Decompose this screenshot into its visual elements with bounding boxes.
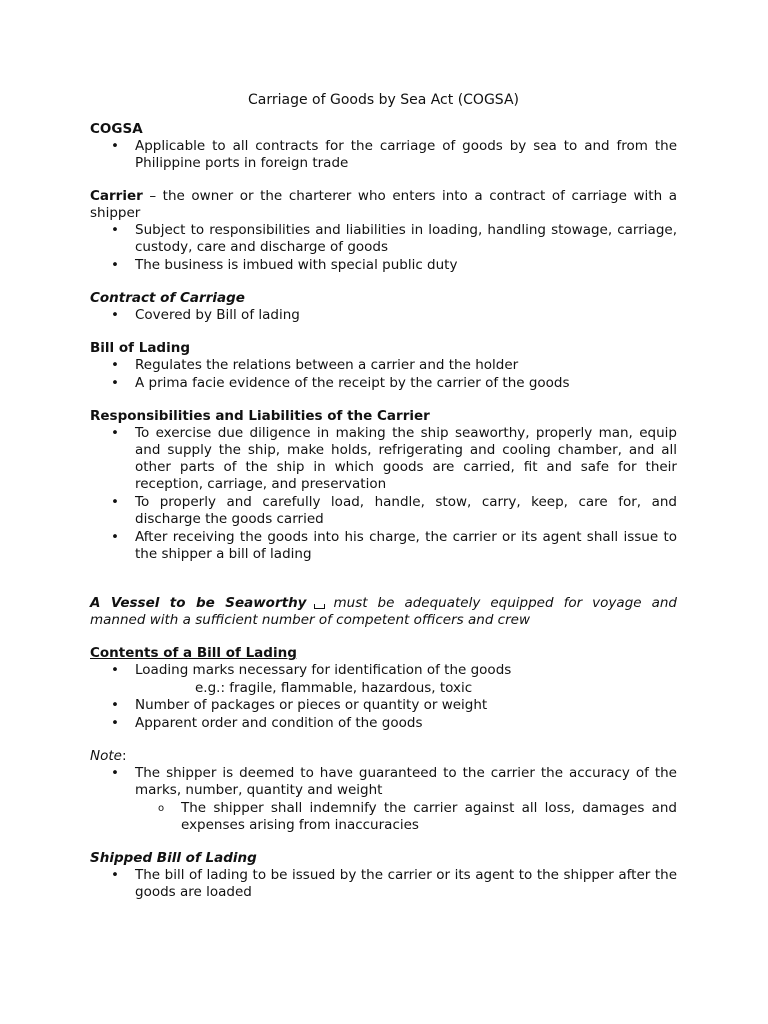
- section-contract: [90, 290, 677, 324]
- placeholder-box-icon: [314, 604, 325, 609]
- vessel-definition: A Vessel to be Seaworthy must be adequately equipped for voyage and manned with a sufficient number of competent officers and crew: [90, 595, 677, 628]
- bullet-icon: •: [111, 662, 119, 678]
- list-item: • The shipper is deemed to have guaranteed to the carrier the accuracy of the marks, number, quantity and weight: [111, 765, 677, 798]
- example-line: e.g.: fragile, flammable, hazardous, toxic: [195, 680, 473, 696]
- list-item: • To properly and carefully load, handle, stow, carry, keep, care for, and discharge the goods carried: [111, 494, 677, 527]
- document-page: [90, 92, 677, 917]
- vessel-term: A Vessel to be Seaworthy: [90, 595, 307, 611]
- list-item: • Apparent order and condition of the goods: [111, 715, 423, 731]
- heading-contents: Contents of a Bill of Lading: [90, 645, 297, 661]
- list-item: • The bill of lading to be issued by the carrier or its agent to the shipper after the goods are loaded: [111, 867, 677, 900]
- bullet-icon: •: [111, 307, 119, 323]
- section-responsibilities: [90, 408, 677, 563]
- bullet-icon: •: [111, 765, 119, 781]
- section-bill: [90, 340, 677, 392]
- section-vessel: [90, 595, 677, 629]
- heading-shipped: Shipped Bill of Lading: [90, 850, 257, 866]
- bullet-icon: •: [111, 222, 119, 238]
- bullet-icon: •: [111, 867, 119, 883]
- list-item: • Regulates the relations between a carrier and the holder: [111, 357, 519, 373]
- carrier-definition: Carrier – the owner or the charterer who enters into a contract of carriage with a shipper: [90, 188, 677, 221]
- heading-cogsa: COGSA: [90, 121, 143, 137]
- section-cogsa: [90, 121, 677, 172]
- list-item: • Loading marks necessary for identification of the goods: [111, 662, 512, 678]
- heading-responsibilities: Responsibilities and Liabilities of the Carrier: [90, 408, 430, 424]
- list-item: • After receiving the goods into his charge, the carrier or its agent shall issue to the shipper a bill of lading: [111, 529, 677, 562]
- circle-bullet-icon: o: [158, 803, 165, 814]
- bullet-icon: •: [111, 697, 119, 713]
- section-carrier: [90, 188, 677, 274]
- bullet-icon: •: [111, 425, 119, 441]
- list-item: • Covered by Bill of lading: [111, 307, 300, 323]
- bullet-icon: •: [111, 494, 119, 510]
- bullet-icon: •: [111, 375, 119, 391]
- section-shipped: [90, 850, 677, 901]
- list-item: • The business is imbued with special public duty: [111, 257, 458, 273]
- carrier-term: Carrier: [90, 188, 143, 204]
- section-contents: [90, 645, 677, 732]
- bullet-icon: •: [111, 138, 119, 154]
- list-item: • To exercise due diligence in making the ship seaworthy, properly man, equip and supply the ship, make holds, refrigerating and cooling chamber, and all other parts of the ship in which goods are carried, fit and safe for their reception, carriage, and preservation: [111, 425, 677, 492]
- bullet-icon: •: [111, 529, 119, 545]
- note-label: Note:: [90, 748, 127, 764]
- bullet-icon: •: [111, 257, 119, 273]
- list-item: • Applicable to all contracts for the carriage of goods by sea to and from the Philippine ports in foreign trade: [111, 138, 677, 171]
- bullet-icon: •: [111, 357, 119, 373]
- sub-list-item: o The shipper shall indemnify the carrier against all loss, damages and expenses arising from inaccuracies: [158, 800, 677, 833]
- heading-contract: Contract of Carriage: [90, 290, 245, 306]
- heading-bill: Bill of Lading: [90, 340, 190, 356]
- section-note: [90, 748, 677, 834]
- list-item: • Subject to responsibilities and liabilities in loading, handling stowage, carriage, custody, care and discharge of goods: [111, 222, 677, 255]
- list-item: • Number of packages or pieces or quantity or weight: [111, 697, 488, 713]
- list-item: • A prima facie evidence of the receipt by the carrier of the goods: [111, 375, 570, 391]
- bullet-icon: •: [111, 715, 119, 731]
- document-title: Carriage of Goods by Sea Act (COGSA): [247, 92, 519, 108]
